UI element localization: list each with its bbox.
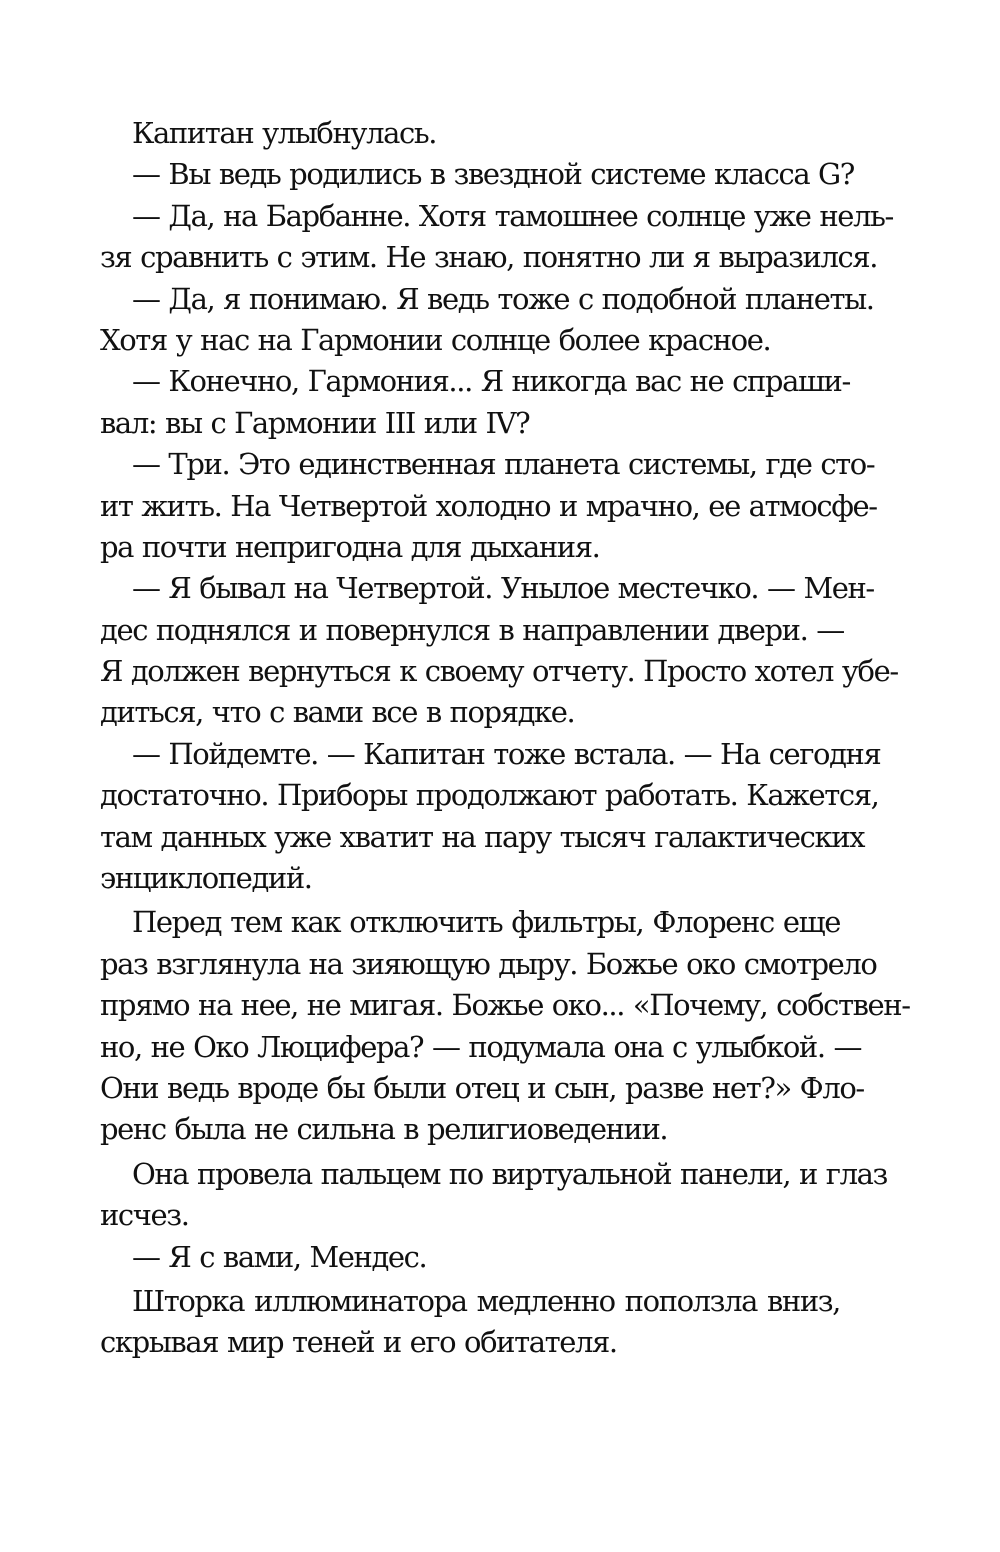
- text-line: ит жить. На Четвертой холодно и мрачно, ее атмосфе-: [100, 488, 877, 523]
- text-line: ра почти непригодна для дыхания.: [100, 529, 600, 564]
- text-line: — Я бывал на Четвертой. Унылое местечко. — Мен-: [132, 571, 874, 606]
- text-line: — Конечно, Гармония... Я никогда вас не спраши-: [132, 364, 850, 399]
- text-line: ренс была не сильна в религиоведении.: [100, 1112, 668, 1147]
- text-line: вал: вы с Гармонии III или IV?: [100, 405, 530, 440]
- text-line: раз взглянула на зияющую дыру. Божье око смотрело: [100, 946, 877, 981]
- text-line: диться, что с вами все в порядке.: [100, 695, 575, 730]
- text-line: прямо на нее, не мигая. Божье око... «Почему, собствен-: [100, 988, 910, 1023]
- text-line: энциклопедий.: [100, 861, 312, 896]
- text-line: Я должен вернуться к своему отчету. Просто хотел убе-: [100, 654, 898, 689]
- text-line: достаточно. Приборы продолжают работать. Кажется,: [100, 778, 879, 813]
- text-line: — Пойдемте. — Капитан тоже встала. — На сегодня: [132, 736, 881, 771]
- text-line: Капитан улыбнулась.: [132, 116, 437, 150]
- text-line: — Да, на Барбанне. Хотя тамошнее солнце уже нель-: [132, 198, 893, 233]
- text-line: скрывая мир теней и его обитателя.: [100, 1325, 617, 1360]
- text-line: зя сравнить с этим. Не знаю, понятно ли я выразился.: [100, 240, 878, 275]
- text-line: но, не Око Люцифера? — подумала она с улыбкой. —: [100, 1029, 862, 1064]
- book-page-text: [100, 113, 910, 1364]
- text-line: Перед тем как отключить фильтры, Флоренс еще: [132, 905, 840, 940]
- text-line: Шторка иллюминатора медленно поползла вниз,: [132, 1283, 840, 1318]
- text-line: Они ведь вроде бы были отец и сын, разве нет?» Фло-: [100, 1070, 864, 1105]
- text-line: — Я с вами, Мендес.: [132, 1239, 427, 1274]
- text-line: Она провела пальцем по виртуальной панели, и глаз: [132, 1156, 887, 1191]
- text-line: там данных уже хватит на пару тысяч галактических: [100, 819, 865, 854]
- text-line: Хотя у нас на Гармонии солнце более красное.: [100, 322, 771, 357]
- text-line: исчез.: [100, 1198, 189, 1233]
- text-line: — Да, я понимаю. Я ведь тоже с подобной планеты.: [132, 281, 874, 316]
- text-line: дес поднялся и повернулся в направлении двери. —: [100, 612, 844, 647]
- text-line: — Вы ведь родились в звездной системе класса G?: [132, 157, 854, 192]
- text-line: — Три. Это единственная планета системы, где сто-: [132, 447, 875, 482]
